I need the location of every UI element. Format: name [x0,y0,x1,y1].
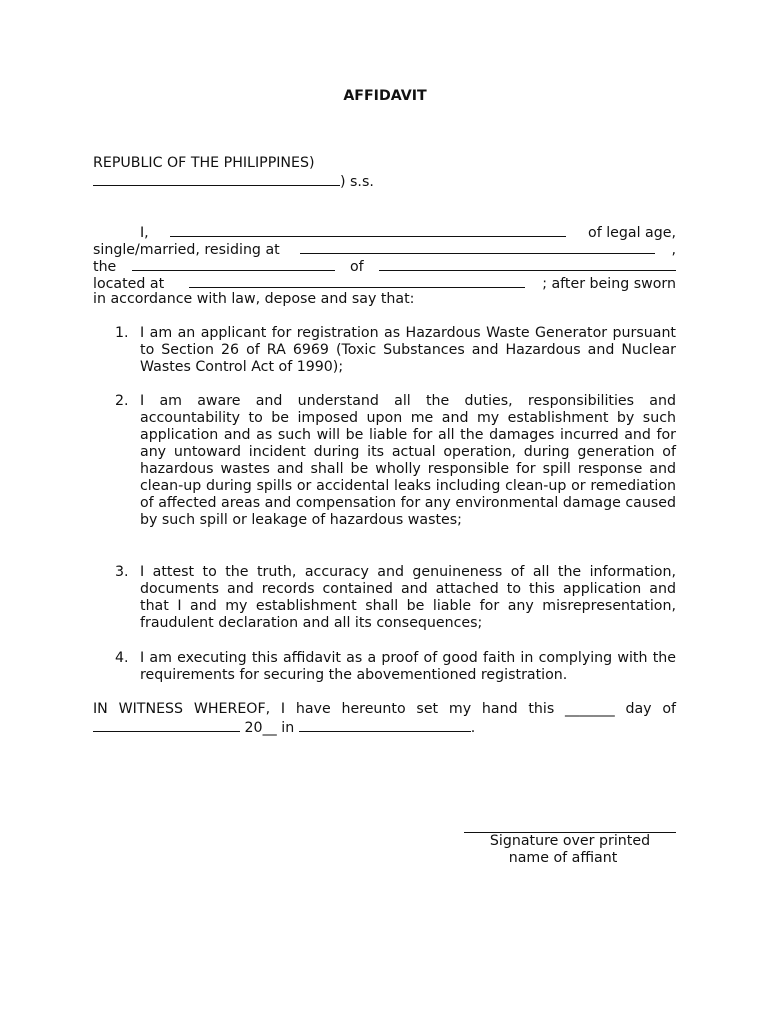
document-title: AFFIDAVIT [343,88,427,104]
intro-legal-age: of legal age, [588,225,676,241]
witness-line-1: IN WITNESS WHEREOF, I have hereunto set my hand this _______ day of [93,701,676,717]
witness-line-2 [93,718,475,737]
intro-sworn: ; after being sworn [542,276,676,292]
item-number: 4. [115,650,129,666]
intro-comma: , [671,242,676,258]
item-text: I attest to the truth, accuracy and genuineness of all the information, documents and records contained and attached to this application and that I and my establishment shall be liable for any misrepresentation, fraudulent declaration and all its consequences; [140,564,676,631]
name-blank[interactable] [170,223,566,237]
intro-residing: single/married, residing at [93,242,280,258]
signature-label [464,833,676,867]
venue-line-2 [93,172,374,191]
witness-end: . [470,720,476,736]
item-text: I am aware and understand all the duties, responsibilities and accountability to be imposed upon me and my establishment by such application and as such will be liable for all the damages incurred and for any untoward incident during its actual operation, during generation of hazardous wastes and shall be wholly responsible for spill response and clean-up during spills or accidental leaks including clean-up or remediation of affected areas and compensation for any environmental damage caused by such spill or leakage of hazardous wastes; [140,393,676,528]
intro-i: I, [140,225,149,241]
item-text: I am an applicant for registration as Hazardous Waste Generator pursuant to Section 26 of RA 6969 (Toxic Substances and Hazardous and Nuclear Wastes Control Act of 1990); [140,325,676,375]
venue-suffix: ) s.s. [340,174,374,190]
item-text: I am executing this affidavit as a proof of good faith in complying with the requirements for securing the abovementioned registration. [140,650,676,683]
position-blank[interactable] [132,257,335,271]
residence-blank[interactable] [300,240,655,254]
place-blank[interactable] [299,718,471,732]
venue-blank[interactable] [93,172,340,186]
item-number: 3. [115,564,129,580]
witness-year: 20__ in [244,720,295,736]
intro-line-5: in accordance with law, depose and say that: [93,291,415,307]
item-number: 1. [115,325,129,341]
intro-located: located at [93,276,165,292]
intro-the: the [93,259,117,275]
month-blank[interactable] [93,718,240,732]
intro-of: of [349,259,364,275]
signature-label-line-1: Signature over printed [489,833,651,849]
location-blank[interactable] [189,274,525,288]
signature-label-line-2: name of affiant [508,850,618,866]
item-number: 2. [115,393,129,409]
establishment-blank[interactable] [379,257,676,271]
venue-line-1: REPUBLIC OF THE PHILIPPINES) [93,155,315,171]
